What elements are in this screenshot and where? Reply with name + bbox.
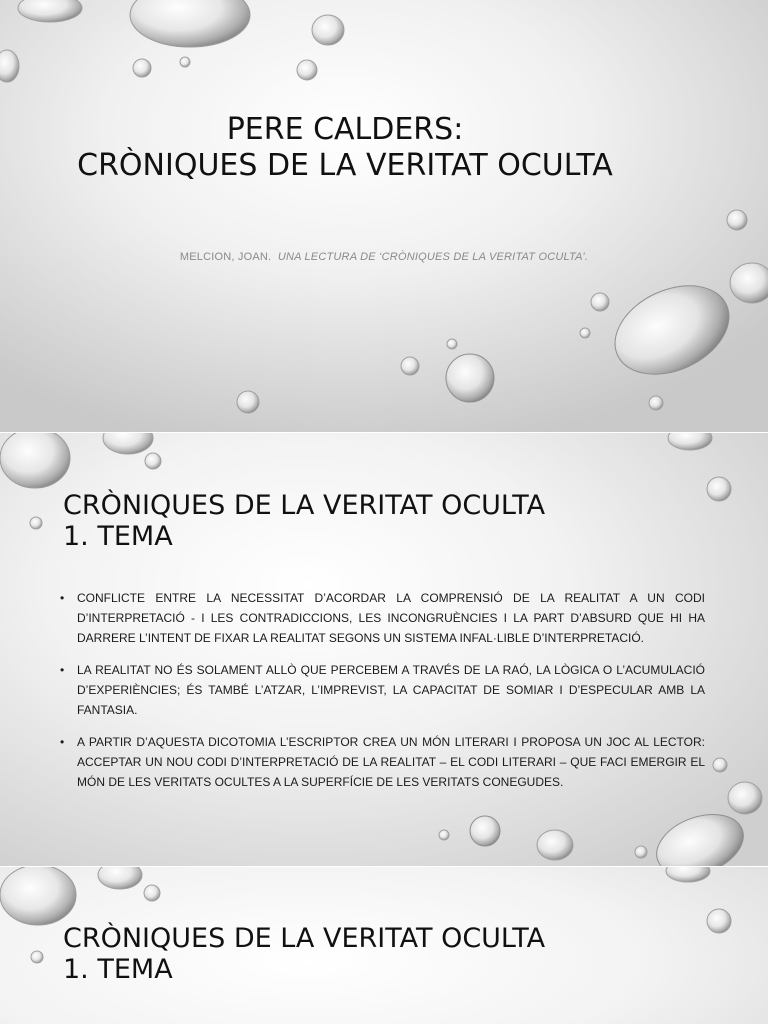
bullet-dot: • xyxy=(60,663,65,677)
bullet-list xyxy=(60,588,705,804)
subtitle-author: MELCION, JOAN. xyxy=(179,251,272,263)
heading-line-2: 1. TEMA xyxy=(63,521,173,552)
slide-heading xyxy=(63,923,545,985)
heading-line-1: CRÒNIQUES DE LA VERITAT OCULTA xyxy=(63,923,546,954)
water-drops-decoration xyxy=(0,0,768,432)
bullet-item xyxy=(60,588,705,648)
presentation-subtitle xyxy=(0,251,768,263)
bullet-text: CONFLICTE ENTRE LA NECESSITAT D’ACORDAR LA COMPRENSIÓ DE LA REALITAT A UN CODI D’INTERPRETACIÓ - I LES CONTRADICCIONS, LES INCONGRUÈNCIES I LA PART D’ABSURD QUE HI HA DARRERE L’INTENT DE FIXAR LA REALITAT SEGONS UN SISTEMA INFAL·LIBLE D’INTERPRETACIÓ. xyxy=(77,591,705,645)
heading-line-2: 1. TEMA xyxy=(63,954,173,985)
title-line-1: PERE CALDERS: xyxy=(226,112,464,147)
slide-heading xyxy=(63,490,545,552)
bullet-dot: • xyxy=(60,735,65,749)
title-line-2: CRÒNIQUES DE LA VERITAT OCULTA xyxy=(77,148,613,183)
bullet-item xyxy=(60,660,705,720)
bullet-text: A PARTIR D’AQUESTA DICOTOMIA L’ESCRIPTOR CREA UN MÓN LITERARI I PROPOSA UN JOC AL LECTOR: ACCEPTAR UN NOU CODI D’INTERPRETACIÓ DE LA REALITAT – EL CODI LITERARI – QUE FACI EMERGIR EL MÓN DE LES VERITATS OCULTES A LA SUPERFÍCIE DE LES VERITATS CONEGUDES. xyxy=(77,735,705,789)
subtitle-work: UNA LECTURA DE ‘CRÒNIQUES DE LA VERITAT OCULTA’. xyxy=(277,251,589,263)
bullet-dot: • xyxy=(60,591,65,605)
bullet-text: LA REALITAT NO ÉS SOLAMENT ALLÒ QUE PERCEBEM A TRAVÉS DE LA RAÓ, LA LÒGICA O L’ACUMULACIÓ D’EXPERIÈNCIES; ÉS TAMBÉ L’ATZAR, L’IMPREVIST, LA CAPACITAT DE SOMIAR I D’ESPECULAR AMB LA FANTASIA. xyxy=(77,663,705,717)
slide-2-tema xyxy=(0,433,768,866)
heading-line-1: CRÒNIQUES DE LA VERITAT OCULTA xyxy=(63,490,546,521)
slide-3-tema xyxy=(0,867,768,1024)
slide-1-title xyxy=(0,0,768,432)
presentation-title xyxy=(0,112,690,184)
bullet-item xyxy=(60,732,705,792)
